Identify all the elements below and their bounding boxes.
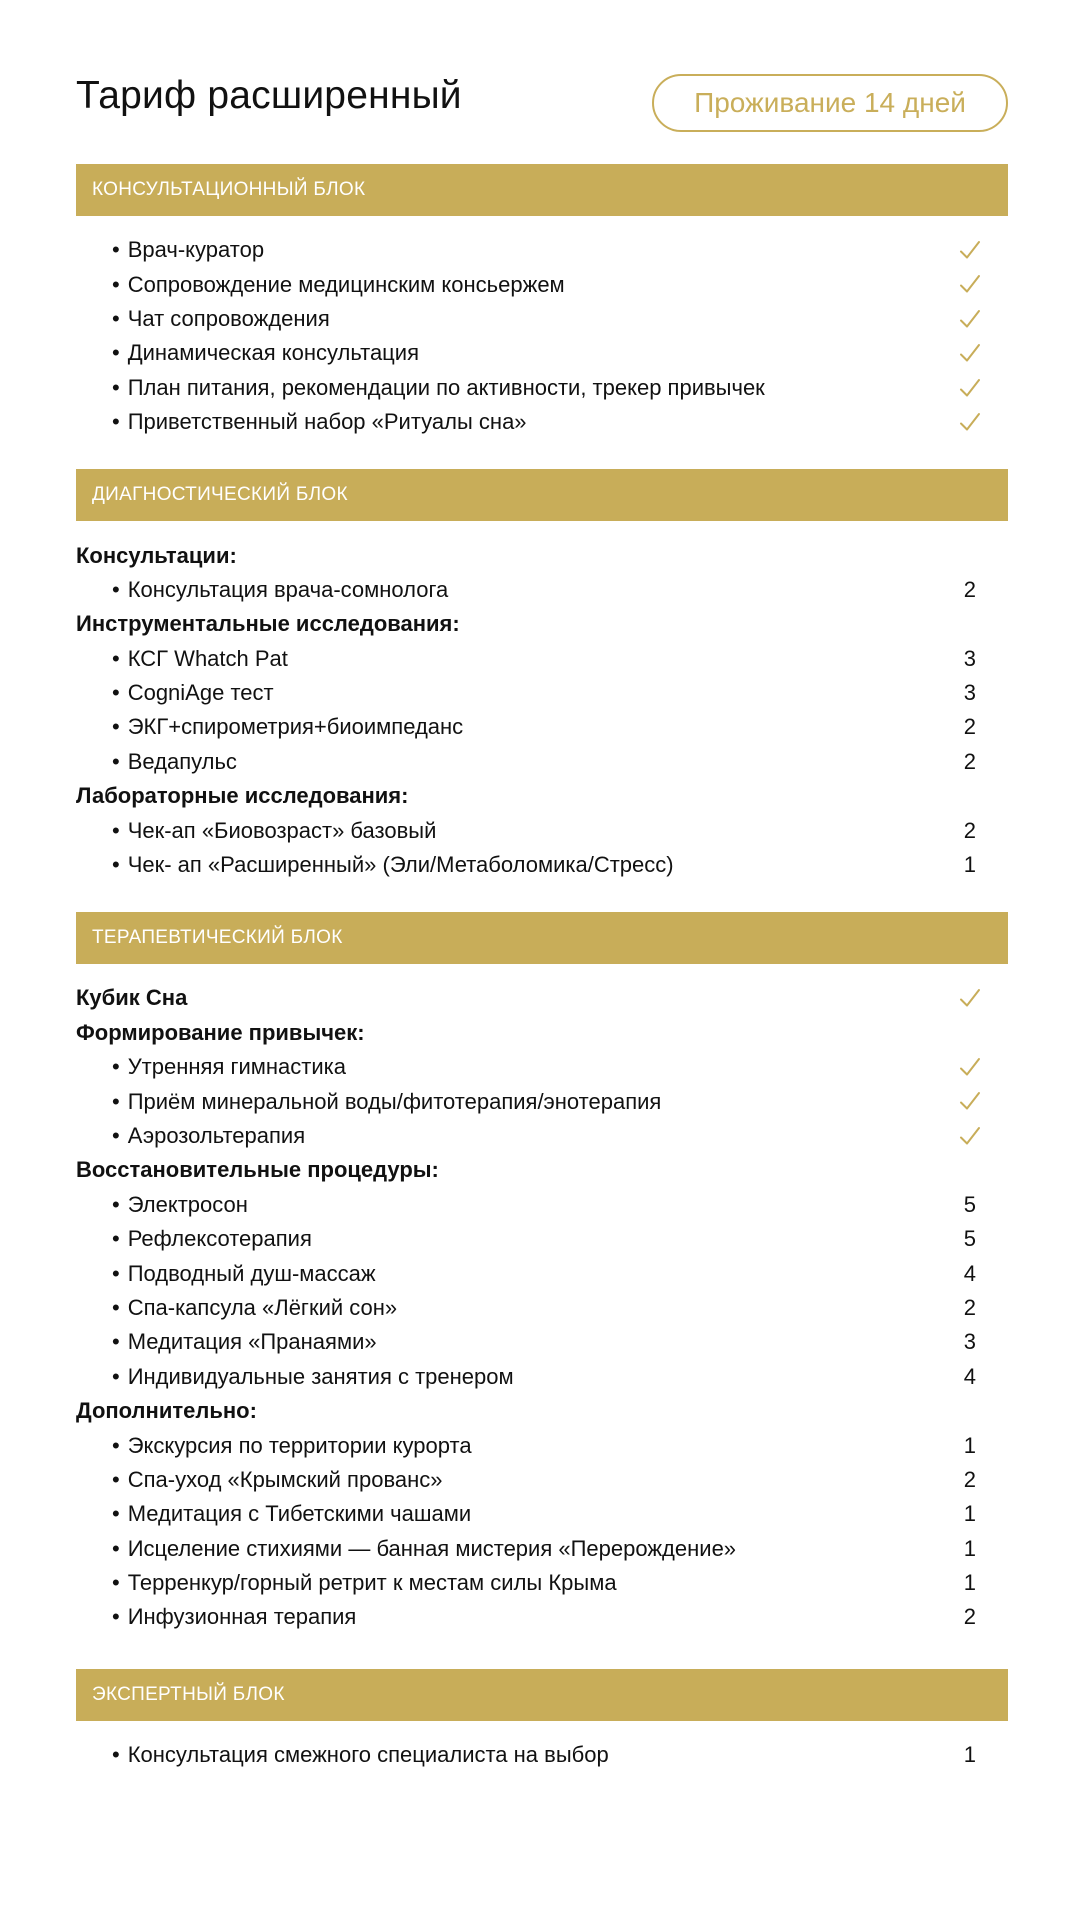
item-label: Спа-уход «Крымский прованс»	[127, 1466, 443, 1492]
category-row	[76, 779, 1008, 813]
quantity-value: 3	[963, 1329, 976, 1355]
quantity-value: 2	[963, 714, 976, 740]
quantity-value: 1	[963, 1432, 976, 1458]
item-label: Приём минеральной воды/фитотерапия/энотерапия	[127, 1088, 662, 1114]
stay-duration-badge: Проживание 14 дней	[652, 74, 1008, 132]
bullet-icon: •	[112, 1570, 120, 1596]
category-label: Консультации:	[76, 542, 237, 568]
list-item	[76, 302, 1008, 336]
bullet-icon: •	[112, 374, 120, 400]
item-label: Приветственный набор «Ритуалы сна»	[127, 409, 527, 435]
quantity-value: 2	[963, 576, 976, 602]
item-label: Утренняя гимнастика	[127, 1054, 346, 1080]
item-label: Консультация врача-сомнолога	[127, 576, 449, 602]
checkmark-icon	[958, 272, 982, 296]
list-item	[76, 1325, 1008, 1359]
list-item	[76, 573, 1008, 607]
bullet-icon: •	[112, 305, 120, 331]
list-item	[76, 1497, 1008, 1531]
category-label: Кубик Сна	[76, 985, 188, 1011]
category-row	[76, 1016, 1008, 1050]
sections-container	[76, 164, 1008, 1772]
list-item	[76, 371, 1008, 405]
bullet-icon: •	[112, 645, 120, 671]
checkmark-icon	[958, 1089, 982, 1113]
quantity-value: 4	[963, 1363, 976, 1389]
checkmark-icon	[958, 238, 982, 262]
item-label: Чат сопровождения	[127, 305, 330, 331]
list-item	[76, 1084, 1008, 1118]
bullet-icon: •	[112, 1604, 120, 1630]
checkmark-icon	[958, 307, 982, 331]
section-header: ТЕРАПЕВТИЧЕСКИЙ БЛОК	[76, 912, 1008, 964]
list-item	[76, 1428, 1008, 1462]
section-block	[76, 469, 1008, 912]
list-item	[76, 1222, 1008, 1256]
checkmark-icon	[958, 376, 982, 400]
bullet-icon: •	[112, 1226, 120, 1252]
category-label: Восстановительные процедуры:	[76, 1157, 439, 1183]
list-item	[76, 1532, 1008, 1566]
item-label: Исцеление стихиями — банная мистерия «Перерождение»	[127, 1535, 737, 1561]
list-item	[76, 1291, 1008, 1325]
category-label: Лабораторные исследования:	[76, 783, 409, 809]
item-label: Динамическая консультация	[127, 340, 419, 366]
item-label: Инфузионная терапия	[127, 1604, 357, 1630]
list-item	[76, 1360, 1008, 1394]
list-item	[76, 745, 1008, 779]
list-item	[76, 676, 1008, 710]
list-item	[76, 848, 1008, 882]
bullet-icon: •	[112, 1191, 120, 1217]
quantity-value: 1	[963, 1570, 976, 1596]
list-item	[76, 1566, 1008, 1600]
bullet-icon: •	[112, 1432, 120, 1458]
bullet-icon: •	[112, 1741, 120, 1767]
section-spacer	[76, 882, 1008, 912]
category-label: Формирование привычек:	[76, 1019, 365, 1045]
checkmark-icon	[958, 1055, 982, 1079]
item-label: Подводный душ-массаж	[127, 1260, 376, 1286]
item-label: Терренкур/горный ретрит к местам силы Крыма	[127, 1570, 617, 1596]
section-block	[76, 1669, 1008, 1772]
quantity-value: 1	[963, 1535, 976, 1561]
bullet-icon: •	[112, 1260, 120, 1286]
bullet-icon: •	[112, 1501, 120, 1527]
quantity-value: 5	[963, 1191, 976, 1217]
item-label: Медитация «Пранаями»	[127, 1329, 377, 1355]
bullet-icon: •	[112, 748, 120, 774]
section-rows	[76, 1721, 1008, 1772]
list-item	[76, 813, 1008, 847]
item-label: КСГ Whatch Pat	[127, 645, 288, 671]
bullet-icon: •	[112, 680, 120, 706]
bullet-icon: •	[112, 1054, 120, 1080]
section-rows	[76, 964, 1008, 1634]
bullet-icon: •	[112, 409, 120, 435]
tariff-page	[76, 0, 1008, 1772]
checkmark-icon	[958, 341, 982, 365]
bullet-icon: •	[112, 340, 120, 366]
item-label: Спа-капсула «Лёгкий сон»	[127, 1294, 398, 1320]
quantity-value: 1	[963, 1501, 976, 1527]
quantity-value: 1	[963, 852, 976, 878]
quantity-value: 1	[963, 1741, 976, 1767]
list-item	[76, 1256, 1008, 1290]
bullet-icon: •	[112, 576, 120, 602]
bullet-icon: •	[112, 714, 120, 740]
list-item	[76, 1188, 1008, 1222]
list-item	[76, 336, 1008, 370]
quantity-value: 5	[963, 1226, 976, 1252]
section-rows	[76, 216, 1008, 439]
checkmark-icon	[958, 410, 982, 434]
category-label: Инструментальные исследования:	[76, 611, 460, 637]
category-label: Дополнительно:	[76, 1398, 257, 1424]
bullet-icon: •	[112, 817, 120, 843]
section-block	[76, 912, 1008, 1668]
page-header	[76, 0, 1008, 164]
quantity-value: 2	[963, 748, 976, 774]
bullet-icon: •	[112, 1535, 120, 1561]
item-label: Консультация смежного специалиста на выбор	[127, 1741, 609, 1767]
category-row	[76, 607, 1008, 641]
category-row	[76, 1394, 1008, 1428]
item-label: Чек-ап «Биовозраст» базовый	[127, 817, 437, 843]
list-item	[76, 1738, 1008, 1772]
section-header: ЭКСПЕРТНЫЙ БЛОК	[76, 1669, 1008, 1721]
list-item	[76, 233, 1008, 267]
item-label: Рефлексотерапия	[127, 1226, 312, 1252]
section-block	[76, 164, 1008, 469]
item-label: Сопровождение медицинским консьержем	[127, 271, 565, 297]
category-row	[76, 1153, 1008, 1187]
list-item	[76, 710, 1008, 744]
list-item	[76, 1050, 1008, 1084]
item-label: Экскурсия по территории курорта	[127, 1432, 472, 1458]
quantity-value: 3	[963, 645, 976, 671]
list-item	[76, 642, 1008, 676]
section-header: КОНСУЛЬТАЦИОННЫЙ БЛОК	[76, 164, 1008, 216]
bullet-icon: •	[112, 1363, 120, 1389]
quantity-value: 3	[963, 680, 976, 706]
bullet-icon: •	[112, 1294, 120, 1320]
checkmark-icon	[958, 1124, 982, 1148]
bullet-icon: •	[112, 1088, 120, 1114]
quantity-value: 2	[963, 1604, 976, 1630]
list-item	[76, 405, 1008, 439]
bullet-icon: •	[112, 1466, 120, 1492]
quantity-value: 4	[963, 1260, 976, 1286]
item-label: Индивидуальные занятия с тренером	[127, 1363, 514, 1389]
item-label: Аэрозольтерапия	[127, 1123, 306, 1148]
section-header: ДИАГНОСТИЧЕСКИЙ БЛОК	[76, 469, 1008, 521]
list-item	[76, 1119, 1008, 1153]
section-spacer	[76, 439, 1008, 469]
bullet-icon: •	[112, 1329, 120, 1355]
section-rows	[76, 521, 1008, 882]
item-label: CogniAge тест	[127, 680, 274, 706]
item-label: Чек- ап «Расширенный» (Эли/Метаболомика/Стресс)	[127, 852, 674, 878]
bullet-icon: •	[112, 852, 120, 878]
bullet-icon: •	[112, 237, 120, 263]
section-spacer	[76, 1635, 1008, 1669]
list-item	[76, 1600, 1008, 1634]
item-label: Электросон	[127, 1191, 248, 1217]
item-label: Ведапульс	[127, 748, 237, 774]
quantity-value: 2	[963, 1294, 976, 1320]
item-label: ЭКГ+спирометрия+биоимпеданс	[127, 714, 464, 740]
bullet-icon: •	[112, 271, 120, 297]
page-title: Тариф расширенный	[76, 74, 462, 117]
list-item	[76, 267, 1008, 301]
category-row	[76, 981, 1008, 1015]
category-row	[76, 538, 1008, 572]
item-label: План питания, рекомендации по активности, трекер привычек	[127, 374, 765, 400]
list-item	[76, 1463, 1008, 1497]
quantity-value: 2	[963, 1466, 976, 1492]
checkmark-icon	[958, 986, 982, 1010]
bullet-icon: •	[112, 1123, 120, 1148]
quantity-value: 2	[963, 817, 976, 843]
item-label: Врач-куратор	[127, 237, 265, 263]
item-label: Медитация с Тибетскими чашами	[127, 1501, 472, 1527]
